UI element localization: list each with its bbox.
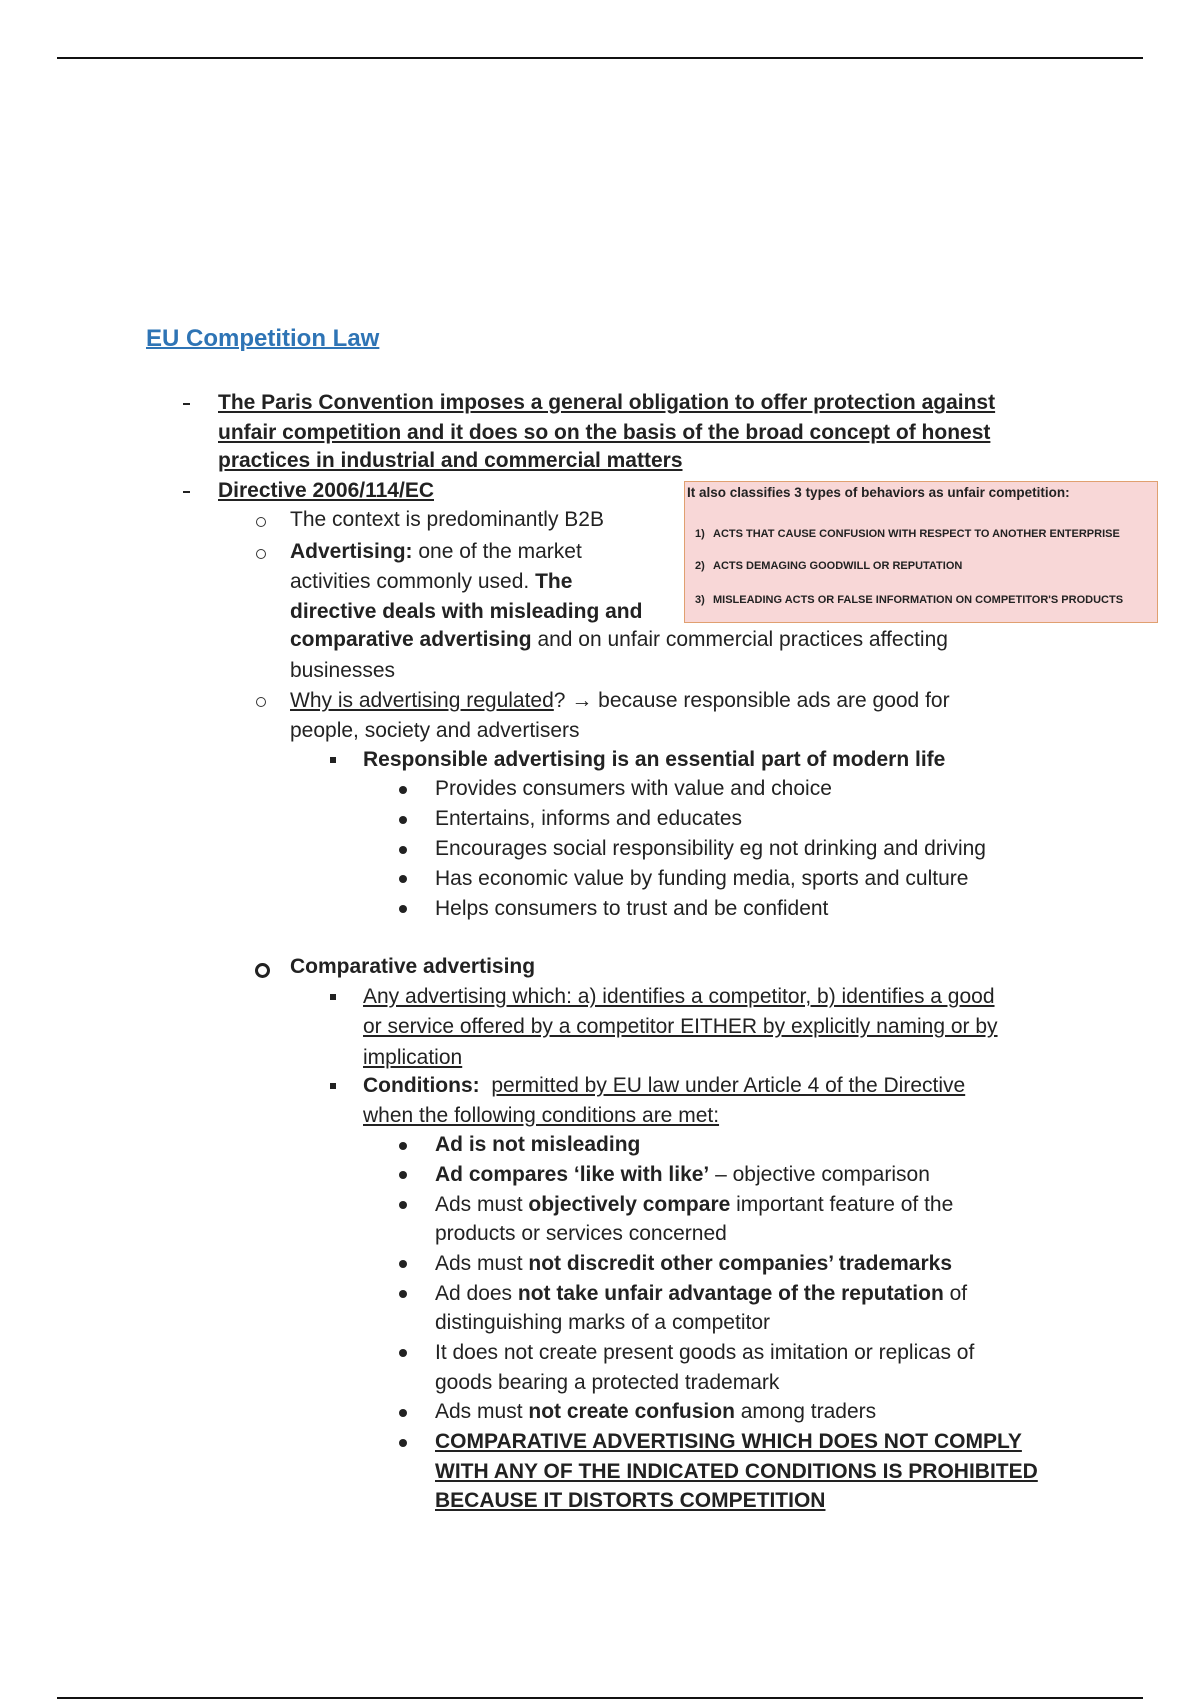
- advertising-line-4: comparative advertising and on unfair commercial practices affecting: [290, 628, 948, 651]
- dot-bullet: [399, 1260, 407, 1268]
- dash-bullet: [183, 403, 190, 405]
- dot-bullet: [399, 1349, 407, 1357]
- responsible-item: Has economic value by funding media, sports and culture: [435, 867, 969, 890]
- unfair-competition-callout: [684, 481, 1158, 623]
- header-rule: [57, 57, 1143, 59]
- why-line-1: Why is advertising regulated? → because responsible ads are good for: [290, 689, 950, 712]
- callout-item: 1) ACTS THAT CAUSE CONFUSION WITH RESPECT TO ANOTHER ENTERPRISE: [695, 528, 1120, 540]
- square-bullet: [330, 1083, 336, 1089]
- dot-bullet: [399, 1409, 407, 1417]
- circle-bullet: [256, 697, 266, 707]
- callout-item: 2) ACTS DEMAGING GOODWILL OR REPUTATION: [695, 560, 963, 572]
- paris-line-1: The Paris Convention imposes a general obligation to offer protection against: [218, 391, 996, 414]
- footer-rule: [57, 1697, 1143, 1699]
- condition-item-cont: distinguishing marks of a competitor: [435, 1311, 770, 1334]
- square-bullet: [330, 994, 336, 1000]
- responsible-item: Encourages social responsibility eg not drinking and driving: [435, 837, 986, 860]
- condition-item-cont: products or services concerned: [435, 1222, 727, 1245]
- advertising-line-5: businesses: [290, 659, 396, 682]
- directive-heading: Directive 2006/114/EC: [218, 479, 434, 502]
- dot-bullet: [399, 786, 407, 794]
- context-text: The context is predominantly B2B: [290, 508, 604, 531]
- conditions-line-2: when the following conditions are met:: [363, 1104, 720, 1127]
- callout-heading: It also classifies 3 types of behaviors as unfair competition:: [687, 485, 1070, 500]
- condition-item: It does not create present goods as imitation or replicas of: [435, 1341, 975, 1364]
- dot-bullet: [399, 1290, 407, 1298]
- arrow-right-icon: →: [571, 689, 593, 712]
- dot-bullet: [399, 875, 407, 883]
- definition-line-1: Any advertising which: a) identifies a competitor, b) identifies a good: [363, 985, 995, 1008]
- definition-line-2: or service offered by a competitor EITHER by explicitly naming or by: [363, 1015, 998, 1038]
- callout-item: 3) MISLEADING ACTS OR FALSE INFORMATION ON COMPETITOR'S PRODUCTS: [695, 594, 1124, 606]
- paris-line-3: practices in industrial and commercial matters: [218, 449, 683, 472]
- circle-bullet: [255, 963, 270, 978]
- dot-bullet: [399, 816, 407, 824]
- dot-bullet: [399, 1439, 407, 1447]
- dot-bullet: [399, 1171, 407, 1179]
- dot-bullet: [399, 1142, 407, 1150]
- condition-item: Ad is not misleading: [435, 1133, 641, 1156]
- prohibition-line-1: COMPARATIVE ADVERTISING WHICH DOES NOT COMPLY: [435, 1430, 1022, 1453]
- condition-item: Ads must not discredit other companies’ trademarks: [435, 1252, 953, 1275]
- dash-bullet: [183, 491, 190, 493]
- dot-bullet: [399, 1201, 407, 1209]
- circle-bullet: [256, 517, 266, 527]
- dot-bullet: [399, 846, 407, 854]
- circle-bullet: [256, 549, 266, 559]
- responsible-item: Helps consumers to trust and be confident: [435, 897, 829, 920]
- condition-item: Ads must not create confusion among traders: [435, 1400, 877, 1423]
- advertising-line-2: activities commonly used. The: [290, 570, 573, 593]
- why-line-2: people, society and advertisers: [290, 719, 580, 742]
- comparative-heading: Comparative advertising: [290, 955, 536, 978]
- advertising-line-1: Advertising: one of the market: [290, 540, 582, 563]
- responsible-item: Entertains, informs and educates: [435, 807, 743, 830]
- responsible-heading: Responsible advertising is an essential part of modern life: [363, 748, 946, 771]
- conditions-line-1: Conditions: permitted by EU law under Article 4 of the Directive: [363, 1074, 966, 1097]
- condition-item: Ad does not take unfair advantage of the reputation of: [435, 1282, 968, 1305]
- dot-bullet: [399, 905, 407, 913]
- paris-line-2: unfair competition and it does so on the basis of the broad concept of honest: [218, 421, 991, 444]
- page-title: EU Competition Law: [146, 325, 380, 352]
- prohibition-line-3: BECAUSE IT DISTORTS COMPETITION: [435, 1489, 826, 1512]
- condition-item: Ads must objectively compare important feature of the: [435, 1193, 954, 1216]
- prohibition-line-2: WITH ANY OF THE INDICATED CONDITIONS IS PROHIBITED: [435, 1460, 1038, 1483]
- square-bullet: [330, 757, 336, 763]
- condition-item-cont: goods bearing a protected trademark: [435, 1371, 780, 1394]
- condition-item: Ad compares ‘like with like’ – objective comparison: [435, 1163, 930, 1186]
- definition-line-3: implication: [363, 1046, 463, 1069]
- advertising-line-3: directive deals with misleading and: [290, 600, 643, 623]
- responsible-item: Provides consumers with value and choice: [435, 777, 832, 800]
